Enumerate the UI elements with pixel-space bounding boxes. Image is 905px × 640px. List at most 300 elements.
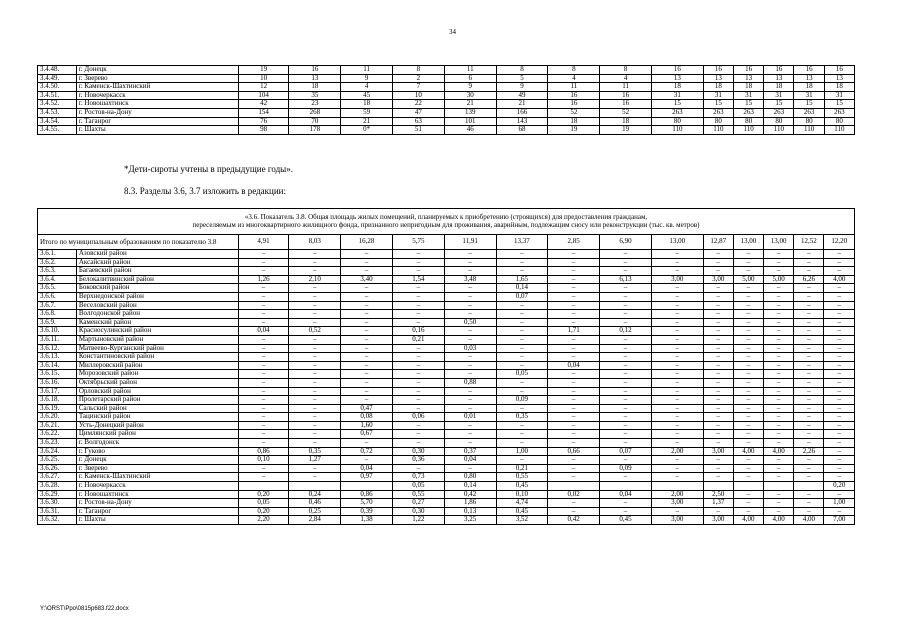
value-cell: –	[289, 344, 341, 353]
value-cell: –	[794, 318, 824, 327]
value-cell: 7,00	[824, 516, 855, 525]
row-name: г. Зверево	[76, 74, 238, 83]
value-cell: 19	[238, 66, 289, 75]
value-cell: –	[733, 413, 763, 422]
value-cell: 2,00	[651, 490, 703, 499]
value-cell: –	[289, 464, 341, 473]
value-cell: 0,52	[289, 327, 341, 336]
total-value-cell: 13,00	[764, 235, 794, 250]
value-cell: –	[764, 439, 794, 448]
value-cell: –	[444, 250, 496, 259]
table-row	[38, 284, 855, 293]
value-cell: –	[824, 387, 855, 396]
value-cell: 98	[238, 126, 289, 135]
value-cell: –	[496, 267, 548, 276]
value-cell: –	[764, 396, 794, 405]
value-cell: –	[289, 370, 341, 379]
value-cell: 110	[734, 126, 764, 135]
value-cell: 3,00	[651, 516, 703, 525]
row-code: 3.6.15.	[38, 370, 77, 379]
value-cell: –	[600, 344, 652, 353]
value-cell: –	[392, 404, 444, 413]
value-cell: –	[444, 292, 496, 301]
value-cell: 18	[548, 117, 600, 126]
value-cell	[733, 482, 763, 491]
value-cell: –	[703, 456, 733, 465]
value-cell: –	[341, 258, 393, 267]
value-cell: 263	[734, 108, 764, 117]
value-cell: –	[548, 456, 600, 465]
value-cell: –	[824, 413, 855, 422]
value-cell: –	[548, 250, 600, 259]
value-cell: 4,00	[794, 516, 824, 525]
value-cell: –	[548, 421, 600, 430]
value-cell: 3,00	[651, 275, 703, 284]
value-cell	[600, 482, 652, 491]
value-cell: –	[238, 310, 289, 319]
table-row	[38, 74, 855, 83]
footnote: *Дети-сироты учтены в предыдущие годы».	[124, 164, 293, 174]
row-name: Цимлянский район	[76, 430, 238, 439]
value-cell: –	[341, 370, 393, 379]
value-cell: –	[703, 439, 733, 448]
value-cell: –	[392, 353, 444, 362]
value-cell: 0,21	[392, 335, 444, 344]
value-cell: –	[824, 250, 855, 259]
value-cell: –	[794, 284, 824, 293]
value-cell: –	[703, 464, 733, 473]
value-cell: –	[341, 335, 393, 344]
value-cell: 0,88	[444, 378, 496, 387]
table-row	[38, 318, 855, 327]
value-cell: –	[444, 301, 496, 310]
value-cell: –	[794, 353, 824, 362]
value-cell: 0,20	[238, 490, 289, 499]
value-cell: –	[703, 292, 733, 301]
value-cell: 16	[548, 100, 600, 109]
value-cell: 0,20	[238, 507, 289, 516]
row-code: 3.6.25.	[38, 456, 77, 465]
table-row	[38, 267, 855, 276]
row-name: Пролетарский район	[76, 396, 238, 405]
value-cell: 19	[600, 126, 652, 135]
value-cell: 63	[393, 117, 445, 126]
table-row	[38, 464, 855, 473]
row-name: Боковский район	[76, 284, 238, 293]
total-value-cell: 5,75	[392, 235, 444, 250]
value-cell: –	[600, 456, 652, 465]
value-cell: 4,00	[764, 516, 794, 525]
value-cell: –	[444, 404, 496, 413]
value-cell: 0,66	[548, 447, 600, 456]
table-row	[38, 344, 855, 353]
value-cell: –	[794, 430, 824, 439]
value-cell: –	[600, 430, 652, 439]
value-cell: –	[764, 490, 794, 499]
value-cell: 16	[703, 66, 733, 75]
value-cell: –	[733, 507, 763, 516]
table-row	[38, 378, 855, 387]
value-cell: 8	[496, 66, 548, 75]
table-row	[38, 413, 855, 422]
value-cell: 51	[393, 126, 445, 135]
value-cell: –	[794, 464, 824, 473]
value-cell: 110	[794, 126, 824, 135]
row-name: г. Донецк	[76, 66, 238, 75]
value-cell: –	[496, 335, 548, 344]
value-cell: –	[548, 413, 600, 422]
value-cell: –	[794, 292, 824, 301]
value-cell: –	[289, 396, 341, 405]
value-cell: –	[289, 439, 341, 448]
row-name: Константиновский район	[76, 353, 238, 362]
value-cell: 18	[600, 117, 652, 126]
value-cell: –	[733, 439, 763, 448]
value-cell: –	[651, 267, 703, 276]
value-cell: 21	[496, 100, 548, 109]
value-cell: –	[824, 396, 855, 405]
value-cell: 13	[652, 74, 704, 83]
value-cell: –	[341, 327, 393, 336]
value-cell: –	[703, 267, 733, 276]
table-row	[38, 258, 855, 267]
value-cell: 10	[393, 91, 445, 100]
value-cell: 0,36	[392, 456, 444, 465]
value-cell: –	[238, 421, 289, 430]
value-cell: –	[341, 396, 393, 405]
value-cell: –	[444, 327, 496, 336]
value-cell: 1,00	[496, 447, 548, 456]
value-cell: –	[548, 370, 600, 379]
value-cell: –	[824, 335, 855, 344]
value-cell: 2,50	[703, 490, 733, 499]
row-code: 3.6.27.	[38, 473, 77, 482]
value-cell: 19	[548, 126, 600, 135]
value-cell	[289, 482, 341, 491]
value-cell: 0,04	[444, 456, 496, 465]
value-cell: –	[600, 439, 652, 448]
value-cell: 0,39	[341, 507, 393, 516]
value-cell: –	[764, 361, 794, 370]
value-cell: –	[444, 335, 496, 344]
value-cell: 2,10	[289, 275, 341, 284]
row-name: Матвеево-Курганский район	[76, 344, 238, 353]
row-code: 3.6.29.	[38, 490, 77, 499]
value-cell: –	[651, 327, 703, 336]
value-cell: –	[600, 473, 652, 482]
value-cell: 31	[652, 91, 704, 100]
table-row	[38, 430, 855, 439]
value-cell: –	[651, 292, 703, 301]
value-cell: 1,86	[444, 499, 496, 508]
value-cell: 9	[341, 74, 393, 83]
value-cell: –	[289, 310, 341, 319]
value-cell: –	[824, 267, 855, 276]
value-cell: –	[548, 258, 600, 267]
value-cell: 0,01	[444, 413, 496, 422]
value-cell: –	[794, 507, 824, 516]
row-code: 3.6.20.	[38, 413, 77, 422]
row-code: 3.6.17.	[38, 387, 77, 396]
value-cell: –	[651, 396, 703, 405]
value-cell: 13	[703, 74, 733, 83]
value-cell: –	[703, 318, 733, 327]
value-cell: –	[703, 310, 733, 319]
value-cell: –	[703, 507, 733, 516]
value-cell: –	[496, 258, 548, 267]
value-cell: –	[824, 421, 855, 430]
value-cell: –	[289, 353, 341, 362]
value-cell: 1,26	[238, 275, 289, 284]
value-cell: 0,30	[392, 507, 444, 516]
value-cell	[764, 482, 794, 491]
value-cell: –	[703, 250, 733, 259]
caption-line-1: «3.6. Показатель 3.8. Общая площадь жилых помещений, планируемых к приобретению (строящихся) для предоставления гражданам,	[244, 213, 648, 221]
value-cell: 3,00	[703, 447, 733, 456]
value-cell: –	[703, 284, 733, 293]
value-cell: –	[392, 430, 444, 439]
value-cell: –	[824, 473, 855, 482]
value-cell: –	[824, 301, 855, 310]
value-cell: –	[289, 404, 341, 413]
value-cell: –	[733, 258, 763, 267]
value-cell: 263	[794, 108, 824, 117]
value-cell: –	[733, 464, 763, 473]
value-cell: 5,00	[733, 275, 763, 284]
value-cell: –	[496, 456, 548, 465]
value-cell: 1,22	[392, 516, 444, 525]
row-name: Морозовский район	[76, 370, 238, 379]
value-cell: –	[764, 353, 794, 362]
value-cell: 13	[764, 74, 794, 83]
value-cell: 1,38	[341, 516, 393, 525]
value-cell: 104	[238, 91, 289, 100]
value-cell: 0,35	[496, 413, 548, 422]
value-cell: –	[703, 361, 733, 370]
row-name: Аксайский район	[76, 258, 238, 267]
value-cell: –	[733, 344, 763, 353]
row-code: 3.6.24.	[38, 447, 77, 456]
value-cell: 0,09	[600, 464, 652, 473]
value-cell: 2,00	[651, 447, 703, 456]
value-cell: 1,65	[496, 275, 548, 284]
value-cell: –	[392, 267, 444, 276]
value-cell: –	[733, 310, 763, 319]
value-cell: –	[794, 327, 824, 336]
value-cell: 166	[496, 108, 548, 117]
row-code: 3.6.22.	[38, 430, 77, 439]
value-cell: 13	[794, 74, 824, 83]
value-cell: 0,14	[496, 284, 548, 293]
value-cell: 3,52	[496, 516, 548, 525]
value-cell: –	[289, 250, 341, 259]
value-cell: –	[824, 361, 855, 370]
row-code: 3.6.31.	[38, 507, 77, 516]
value-cell: –	[794, 473, 824, 482]
value-cell: –	[794, 344, 824, 353]
value-cell: 0,14	[444, 482, 496, 491]
value-cell: –	[238, 404, 289, 413]
value-cell: 11	[341, 66, 393, 75]
value-cell: –	[496, 378, 548, 387]
value-cell: 15	[652, 100, 704, 109]
total-value-cell: 6,90	[600, 235, 652, 250]
value-cell: –	[651, 473, 703, 482]
table-row	[38, 404, 855, 413]
value-cell: –	[392, 258, 444, 267]
value-cell: –	[548, 396, 600, 405]
value-cell: –	[794, 413, 824, 422]
value-cell: 3,48	[444, 275, 496, 284]
value-cell: 7	[393, 83, 445, 92]
row-code: 3.6.32.	[38, 516, 77, 525]
value-cell: 0,47	[341, 404, 393, 413]
value-cell: –	[733, 456, 763, 465]
value-cell: 0,45	[496, 482, 548, 491]
value-cell: 0,10	[496, 490, 548, 499]
value-cell: –	[651, 404, 703, 413]
value-cell: –	[764, 301, 794, 310]
value-cell: 23	[289, 100, 341, 109]
table-row	[38, 327, 855, 336]
value-cell: 143	[496, 117, 548, 126]
value-cell: 16	[652, 66, 704, 75]
value-cell: –	[764, 413, 794, 422]
row-code: 3.4.52.	[38, 100, 77, 109]
value-cell: –	[496, 327, 548, 336]
row-code: 3.6.9.	[38, 318, 77, 327]
value-cell: 0,07	[496, 292, 548, 301]
value-cell: –	[392, 464, 444, 473]
table-row	[38, 66, 855, 75]
value-cell: –	[341, 353, 393, 362]
value-cell: 8	[600, 66, 652, 75]
value-cell: 15	[734, 100, 764, 109]
value-cell: –	[238, 258, 289, 267]
value-cell: –	[341, 284, 393, 293]
value-cell: –	[289, 335, 341, 344]
value-cell: –	[764, 456, 794, 465]
value-cell: 15	[794, 100, 824, 109]
value-cell: 1,27	[289, 456, 341, 465]
value-cell: 80	[824, 117, 854, 126]
value-cell: –	[651, 413, 703, 422]
value-cell: –	[238, 361, 289, 370]
value-cell: –	[341, 439, 393, 448]
value-cell: –	[764, 430, 794, 439]
value-cell: –	[444, 396, 496, 405]
value-cell: 31	[764, 91, 794, 100]
value-cell: 2,20	[238, 516, 289, 525]
value-cell: –	[444, 430, 496, 439]
value-cell: 0,16	[392, 327, 444, 336]
value-cell: 68	[496, 126, 548, 135]
row-code: 3.4.49.	[38, 74, 77, 83]
row-code: 3.6.26.	[38, 464, 77, 473]
value-cell: –	[548, 473, 600, 482]
value-cell: 0,24	[289, 490, 341, 499]
value-cell: 110	[652, 126, 704, 135]
value-cell: 1,60	[341, 421, 393, 430]
table-row	[38, 301, 855, 310]
value-cell: –	[341, 387, 393, 396]
value-cell: –	[289, 421, 341, 430]
value-cell: –	[600, 353, 652, 362]
value-cell: 18	[703, 83, 733, 92]
row-name: г. Ростов-на-Дону	[76, 108, 238, 117]
value-cell: –	[703, 258, 733, 267]
value-cell: –	[548, 353, 600, 362]
value-cell: –	[548, 310, 600, 319]
row-code: 3.4.54.	[38, 117, 77, 126]
value-cell: –	[824, 378, 855, 387]
value-cell: –	[733, 421, 763, 430]
value-cell: 1,00	[824, 499, 855, 508]
value-cell: 110	[824, 126, 854, 135]
value-cell: 52	[548, 108, 600, 117]
total-value-cell: 4,91	[238, 235, 289, 250]
value-cell: 4	[600, 74, 652, 83]
row-name: Волгодонской район	[76, 310, 238, 319]
value-cell: –	[733, 370, 763, 379]
value-cell: 10	[238, 74, 289, 83]
value-cell: –	[600, 258, 652, 267]
value-cell: 11	[444, 66, 496, 75]
value-cell: 16	[764, 66, 794, 75]
total-value-cell: 2,85	[548, 235, 600, 250]
value-cell: –	[794, 396, 824, 405]
value-cell: –	[703, 413, 733, 422]
value-cell: 4,00	[733, 447, 763, 456]
value-cell: 80	[764, 117, 794, 126]
table-row	[38, 439, 855, 448]
row-code: 3.6.3.	[38, 267, 77, 276]
value-cell: –	[444, 421, 496, 430]
value-cell: –	[733, 327, 763, 336]
row-code: 3.6.19.	[38, 404, 77, 413]
row-name: г. Каменск-Шахтинский	[76, 83, 238, 92]
value-cell: –	[600, 301, 652, 310]
value-cell: –	[824, 439, 855, 448]
value-cell: –	[444, 310, 496, 319]
value-cell: –	[764, 310, 794, 319]
total-value-cell: 16,28	[341, 235, 393, 250]
table-row	[38, 499, 855, 508]
value-cell: 52	[600, 108, 652, 117]
value-cell: 263	[764, 108, 794, 117]
value-cell: 0,21	[496, 464, 548, 473]
value-cell: –	[764, 292, 794, 301]
value-cell	[548, 482, 600, 491]
value-cell: 45	[341, 91, 393, 100]
value-cell: 0,25	[289, 507, 341, 516]
value-cell: 13	[824, 74, 854, 83]
value-cell: –	[496, 301, 548, 310]
value-cell: –	[764, 464, 794, 473]
value-cell	[651, 482, 703, 491]
row-code: 3.6.5.	[38, 284, 77, 293]
table-row	[38, 473, 855, 482]
table-row	[38, 310, 855, 319]
row-code: 3.4.53.	[38, 108, 77, 117]
value-cell: –	[238, 301, 289, 310]
value-cell: –	[764, 370, 794, 379]
value-cell: –	[600, 370, 652, 379]
value-cell: –	[824, 490, 855, 499]
value-cell: –	[548, 464, 600, 473]
value-cell: –	[794, 301, 824, 310]
row-name: Красносулинский район	[76, 327, 238, 336]
